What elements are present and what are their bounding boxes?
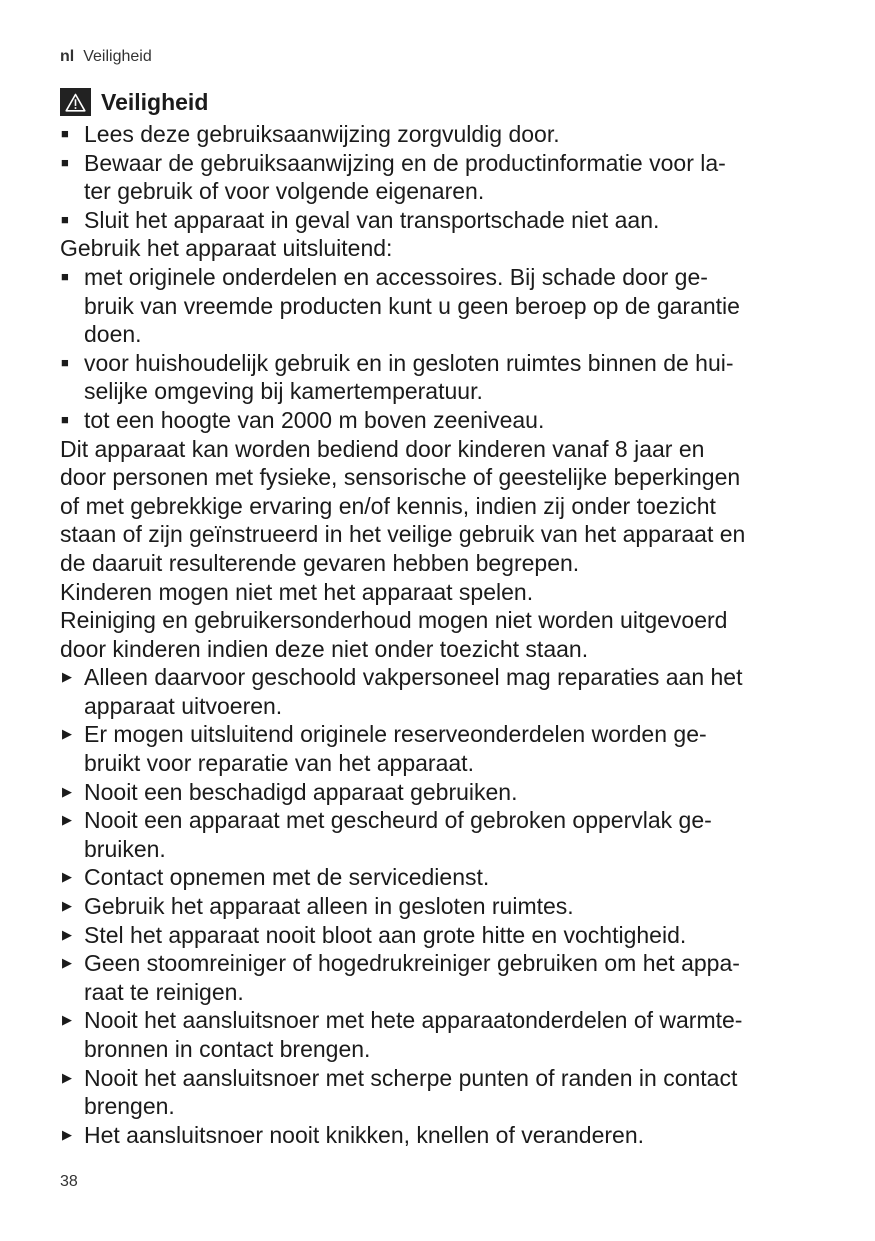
- arrow-bullet-icon: ▶: [62, 898, 72, 914]
- list-item: ■ met originele onderdelen en accessoires. Bij schade door ge- bruik van vreemde producten kunt u geen beroep op de garantie doen.: [61, 263, 740, 348]
- warning-triangle-icon: [60, 88, 91, 116]
- list-item-text: Lees deze gebruiksaanwijzing zorgvuldig door.: [84, 121, 560, 147]
- arrow-bullet-icon: ▶: [62, 669, 72, 685]
- list-item: [60, 406, 830, 435]
- instruction-item: ▶ Alleen daarvoor geschoold vakpersoneel mag reparaties aan het apparaat uitvoeren.: [62, 664, 743, 719]
- safety-content: [60, 87, 830, 1149]
- intro-bullet-list: [60, 120, 830, 234]
- instruction-item: [60, 778, 830, 807]
- section-title: Veiligheid: [101, 88, 209, 115]
- square-bullet-icon: ■: [61, 354, 69, 370]
- children-paragraph: Dit apparaat kan worden bediend door kinderen vanaf 8 jaar en door personen met fysieke, sensorische of geestelijke beperkingen of met gebrekkige ervaring en/of kennis, indien zij onder toezicht staan of zijn geïnstrueerd in het veilige gebruik van het apparaat en de daaruit resulterende gevaren hebben begrepen.: [60, 435, 746, 576]
- arrow-bullet-icon: ▶: [62, 926, 72, 942]
- list-item-text: Sluit het apparaat in geval van transportschade niet aan.: [84, 206, 660, 233]
- instruction-text: Contact opnemen met de servicedienst.: [84, 864, 490, 891]
- square-bullet-icon: ■: [61, 411, 69, 427]
- list-item: [60, 206, 830, 235]
- instruction-item: [60, 892, 830, 921]
- arrow-bullet-icon: ▶: [62, 955, 72, 971]
- list-item-text: tot een hoogte van 2000 m boven zeeniveau.: [84, 406, 545, 433]
- arrow-bullet-icon: ▶: [62, 726, 72, 742]
- instruction-text: Gebruik het apparaat alleen in gesloten ruimtes.: [84, 893, 574, 920]
- instruction-item: ▶ Nooit het aansluitsnoer met scherpe punten of randen in contact brengen.: [62, 1064, 738, 1120]
- instruction-text: Het aansluitsnoer nooit knikken, knellen of veranderen.: [84, 1121, 645, 1148]
- square-bullet-icon: ■: [61, 126, 69, 141]
- instruction-item: [60, 921, 830, 950]
- square-bullet-icon: ■: [61, 154, 69, 170]
- instruction-item: ▶ Geen stoomreiniger of hogedrukreiniger gebruiken om het appa- raat te reinigen.: [62, 950, 740, 1005]
- language-code: nl: [60, 48, 75, 65]
- instruction-item: ▶ Nooit een apparaat met gescheurd of gebroken oppervlak ge- bruiken.: [62, 807, 712, 862]
- list-item: ■ Bewaar de gebruiksaanwijzing en de productinformatie voor la- ter gebruik of voor volgende eigenaren.: [61, 149, 726, 205]
- instruction-item: ▶ Nooit het aansluitsnoer met hete apparaatonderdelen of warmte- bronnen in contact brengen.: [62, 1007, 743, 1062]
- section-heading: [60, 87, 830, 117]
- instruction-item: ▶ Er mogen uitsluitend originele reserveonderdelen worden ge- bruikt voor reparatie van het apparaat.: [62, 721, 707, 777]
- arrow-bullet-icon: ▶: [62, 1069, 72, 1085]
- instruction-text: Nooit een beschadigd apparaat gebruiken.: [84, 778, 518, 805]
- instruction-list: [60, 663, 830, 1149]
- instruction-item: [60, 863, 830, 892]
- header-section-name: Veiligheid: [83, 48, 152, 65]
- usage-bullet-list: [60, 263, 830, 435]
- square-bullet-icon: ■: [61, 211, 69, 227]
- instruction-text: Stel het apparaat nooit bloot aan grote hitte en vochtigheid.: [84, 921, 687, 948]
- list-item: ■ voor huishoudelijk gebruik en in gesloten ruimtes binnen de hui- selijke omgeving bij kamertemperatuur.: [61, 349, 734, 405]
- page-header: [60, 47, 152, 67]
- arrow-bullet-icon: ▶: [62, 1012, 72, 1028]
- list-item: [60, 120, 830, 149]
- arrow-bullet-icon: ▶: [62, 869, 72, 885]
- usage-intro: Gebruik het apparaat uitsluitend:: [60, 235, 393, 262]
- play-paragraph: Kinderen mogen niet met het apparaat spelen.: [60, 578, 534, 605]
- arrow-bullet-icon: ▶: [62, 783, 72, 799]
- arrow-bullet-icon: ▶: [62, 1126, 72, 1142]
- arrow-bullet-icon: ▶: [62, 812, 72, 828]
- cleaning-paragraph: Reiniging en gebruikersonderhoud mogen niet worden uitgevoerd door kinderen indien deze niet onder toezicht staan.: [60, 607, 728, 662]
- square-bullet-icon: ■: [61, 268, 69, 284]
- instruction-item: [60, 1121, 830, 1150]
- page-number: 38: [60, 1173, 78, 1190]
